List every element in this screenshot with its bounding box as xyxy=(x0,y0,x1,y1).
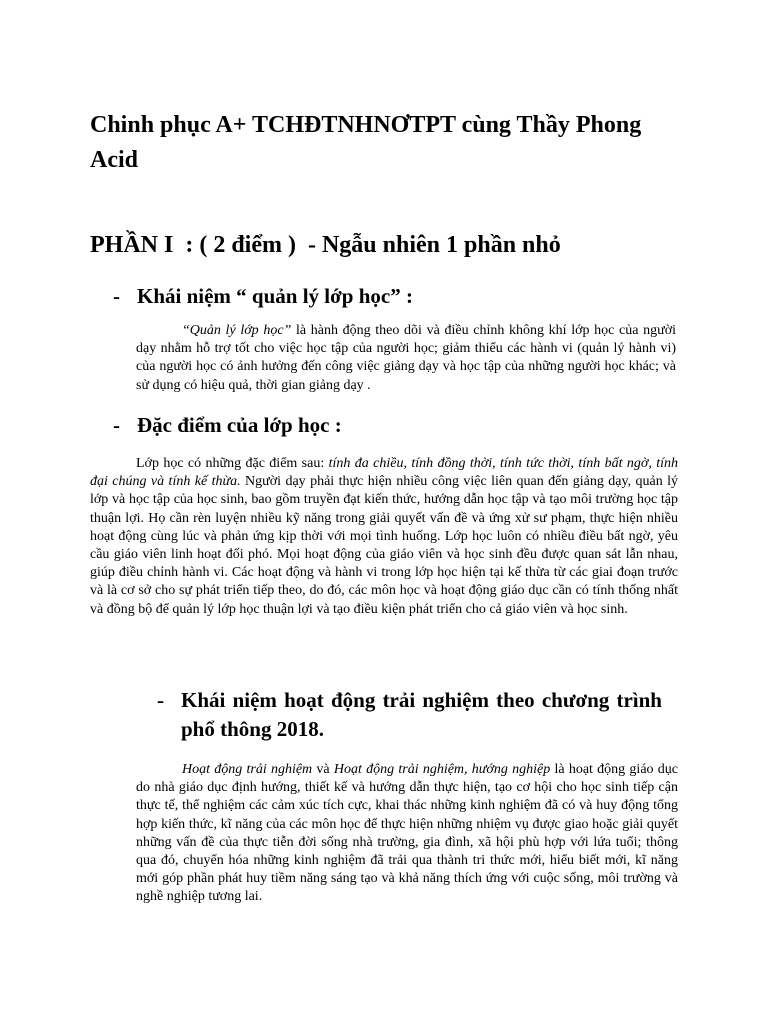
document-title: Chinh phục A+ TCHĐTNHNƠTPT cùng Thầy Phong Acid xyxy=(90,112,642,173)
section-heading-text: Đặc điểm của lớp học : xyxy=(137,413,342,437)
features-text: Người dạy phải thực hiện nhiều công việc liên quan đến giảng dạy, quản lý lớp và học tập của học sinh, bao gồm truyền đạt kiến thức, hướng dẫn học tập và tạo môi trường học tập thuận lợi. Họ cần rèn luyện nhiều kỹ năng trong giải quyết vấn đề và ứng xử sư phạm, thực hiện nhiều hoạt động cùng lúc và phản ứng kịp thời với mọi tình huống. Lớp học luôn có nhiều điều bất ngờ, yêu cầu giáo viên linh hoạt đối phó. Mọi hoạt động của giáo viên và học sinh đều được quan sát lẫn nhau, giúp điều chỉnh hành vi. Các hoạt động và hành vi trong lớp học hiện tại kế thừa từ các giai đoạn trước và là cơ sở cho sự phát triển tiếp theo, do đó, các môn học và hoạt động giáo dục cần có tính thống nhất và đồng bộ để quản lý lớp học thuận lợi và tạo điều kiện phát triển cho cả giáo viên và học sinh. xyxy=(90,474,678,617)
term-experiential-activity: Hoạt động trải nghiệm xyxy=(182,762,313,777)
definition-text: là hành động theo dõi và điều chỉnh không khí lớp học của người dạy nhằm hỗ trợ tốt cho việc học tập của người học; giảm thiểu các hành vi (quản lý hành vi) của người học có ảnh hưởng đến công việc giảng dạy và học tập của những người học khác; và sử dụng có hiệu quả, thời gian giảng dạy . xyxy=(136,323,676,393)
definition-text: là hoạt động giáo dục do nhà giáo dục định hướng, thiết kế và hướng dẫn thực hiện, tạo cơ hội cho học sinh tiếp cận thực tế, thể nghiệm các cảm xúc tích cực, khai thác những kinh nghiệm đã có và huy động tổng hợp kiến thức, kĩ năng của các môn học để thực hiện những nhiệm vụ được giao hoặc giải quyết những vấn đề của thực tiễn đời sống nhà trường, gia đình, xã hội phù hợp với lứa tuổi; thông qua đó, chuyển hóa những kinh nghiệm đã trải qua thành tri thức mới, hiểu biết mới, kĩ năng mới góp phần phát huy tiềm năng sáng tạo và khả năng thích ứng với cuộc sống, môi trường và nghề nghiệp tương lai. xyxy=(136,762,678,905)
bullet-dash: - xyxy=(157,688,164,712)
term-experiential-career-activity: Hoạt động trải nghiệm, hướng nghiệp xyxy=(333,762,551,777)
section-heading-classroom-features xyxy=(113,411,342,439)
section-heading-text: Khái niệm hoạt động trải nghiệm theo chương trình phổ thông 2018. xyxy=(181,688,662,741)
term-conjunction: và xyxy=(312,762,334,777)
paragraph-classroom-management-definition xyxy=(136,322,676,395)
bullet-dash: - xyxy=(113,413,120,437)
part-heading: PHẦN I : ( 2 điểm ) - Ngẫu nhiên 1 phần nhỏ xyxy=(90,232,561,258)
bullet-dash: - xyxy=(113,284,120,308)
paragraph-classroom-features xyxy=(90,455,678,619)
section-heading-experiential-activity-concept xyxy=(157,686,662,744)
features-intro: Lớp học có những đặc điểm sau: xyxy=(136,456,329,471)
features-traits: tính đa chiều, tính đồng thời, tính tức thời, tính bất ngờ, tính đại chúng và tính kế thừa. xyxy=(90,456,678,490)
paragraph-experiential-activity-definition xyxy=(136,761,678,907)
section-heading-classroom-management-concept xyxy=(113,282,413,310)
section-heading-text: Khái niệm “ quản lý lớp học” : xyxy=(137,284,413,308)
term-classroom-management: “Quản lý lớp học” xyxy=(182,323,292,338)
